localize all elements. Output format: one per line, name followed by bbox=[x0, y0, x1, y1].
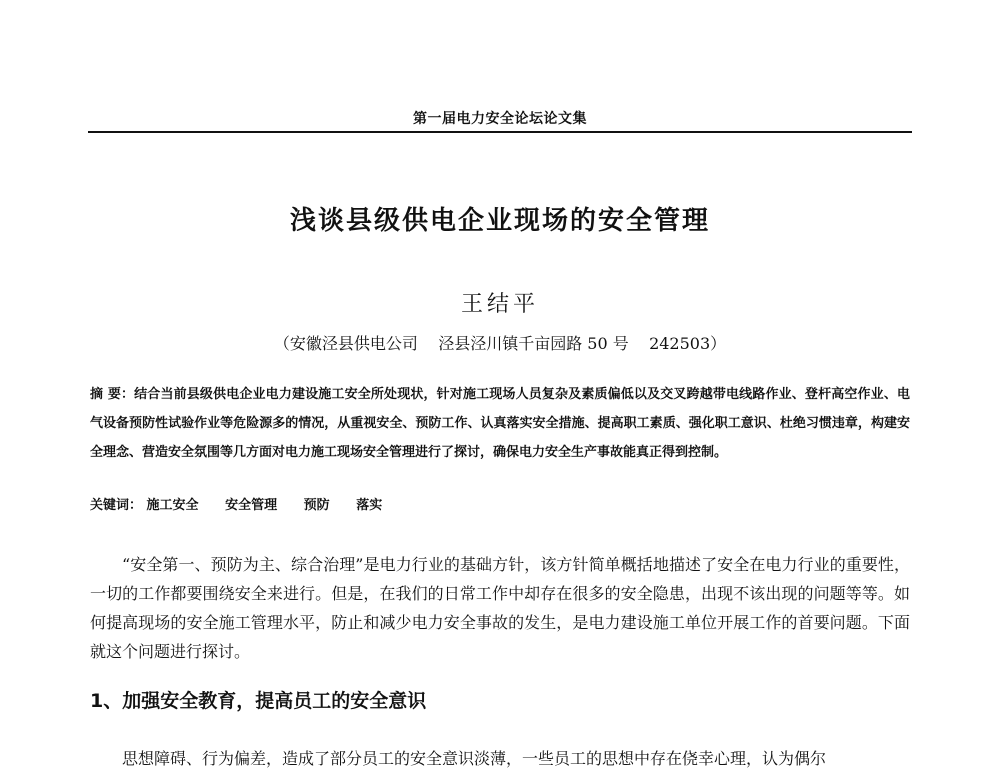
author-name: 王结平 bbox=[460, 292, 539, 317]
abstract-text: 结合当前县级供电企业电力建设施工安全所处现状，针对施工现场人员复杂及素质偏低以及交叉跨越带电线路作业、登杆高空作业、电气设备预防性试验作业等危险源多的情况，从重视安全、预防工作、认真落实安全措施、提高职工素质、强化职工意识、杜绝习惯违章，构建安全理念、营造安全氛围等几方面对电力施工现场安全管理进行了探讨，确保电力安全生产事故能真正得到控制。 bbox=[90, 387, 910, 460]
keyword-item: 预防 bbox=[303, 498, 330, 513]
abstract-label: 摘 要： bbox=[90, 387, 135, 402]
intro-paragraph: “安全第一、预防为主、综合治理”是电力行业的基础方针，该方针简单概括地描述了安全在电力行业的重要性，一切的工作都要围绕安全来进行。但是，在我们的日常工作中却存在很多的安全隐患，出现不该出现的问题等等。如何提高现场的安全施工管理水平，防止和减少电力安全事故的发生，是电力建设施工单位开展工作的首要问题。下面就这个问题进行探讨。 bbox=[90, 555, 910, 661]
abstract bbox=[90, 380, 910, 467]
author-affiliation: （安徽泾县供电公司 泾县泾川镇千亩园路 50 号 242503） bbox=[273, 334, 727, 353]
keyword-item: 施工安全 bbox=[146, 498, 199, 513]
running-header: 第一届电力安全论坛论文集 bbox=[413, 111, 587, 127]
header-rule bbox=[88, 131, 912, 133]
section-body-paragraph: 思想障碍、行为偏差，造成了部分员工的安全意识淡薄，一些员工的思想中存在侥幸心理，认为偶尔 bbox=[122, 749, 827, 768]
paper-title: 浅谈县级供电企业现场的安全管理 bbox=[289, 206, 710, 236]
section-heading: 1、加强安全教育，提高员工的安全意识 bbox=[90, 690, 427, 712]
keywords bbox=[90, 494, 910, 513]
keyword-item: 落实 bbox=[356, 498, 383, 513]
keyword-item: 安全管理 bbox=[225, 498, 278, 513]
keywords-label: 关键词： bbox=[90, 498, 143, 513]
